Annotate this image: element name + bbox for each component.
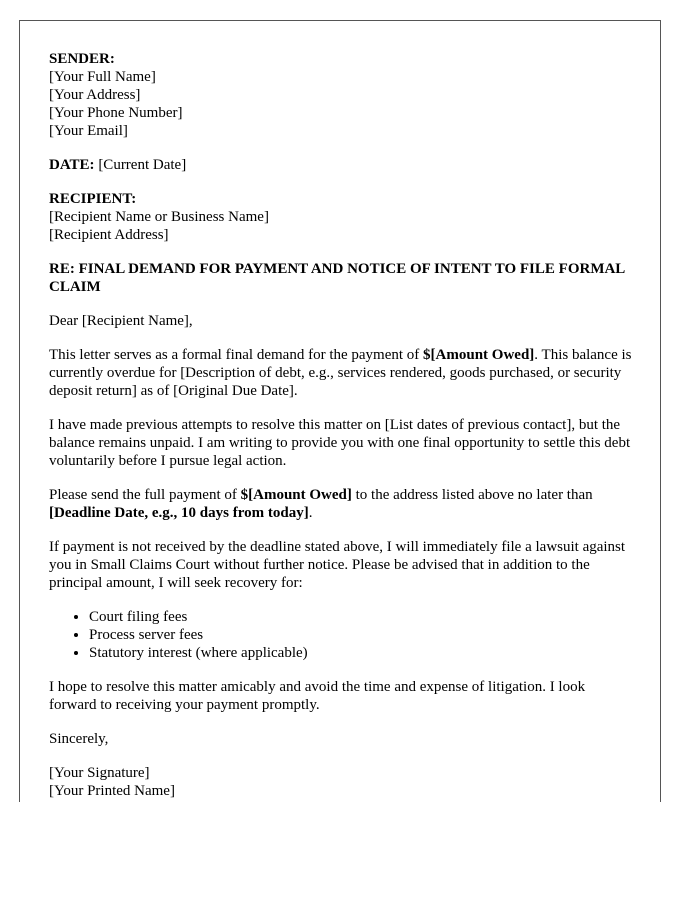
sender-block bbox=[49, 50, 632, 140]
sender-heading: SENDER: bbox=[49, 51, 115, 67]
sender-phone: [Your Phone Number] bbox=[49, 105, 183, 121]
recipient-block bbox=[49, 190, 632, 244]
para1-text-end: . This balance is currently overdue for [Description of debt, e.g., services rendered, goods purchased, or security deposit return] as of [Original Due Date]. bbox=[49, 347, 632, 399]
recipient-name: [Recipient Name or Business Name] bbox=[49, 209, 269, 225]
paragraph-previous-attempts bbox=[49, 416, 632, 470]
salutation-text: Dear [Recipient Name], bbox=[49, 313, 193, 329]
fees-list bbox=[49, 608, 632, 662]
signature-block bbox=[49, 764, 632, 800]
para4-text: If payment is not received by the deadline stated above, I will immediately file a lawsuit against you in Small Claims Court without further notice. Please be advised that in addition to the principal amount, I will seek recovery for: bbox=[49, 539, 626, 591]
list-item: • Process server fees bbox=[89, 626, 632, 644]
recipient-heading: RECIPIENT: bbox=[49, 191, 137, 207]
closing bbox=[49, 730, 632, 748]
para2-text: I have made previous attempts to resolve this matter on [List dates of previous contact], but the balance remains unpaid. I am writing to provide you with one final opportunity to settle this debt voluntarily before I pursue legal action. bbox=[49, 417, 631, 469]
date-value: [Current Date] bbox=[94, 157, 187, 173]
deadline-date: [Deadline Date, e.g., 10 days from today] bbox=[49, 505, 309, 521]
sender-name: [Your Full Name] bbox=[49, 69, 156, 85]
para3-text-start: Please send the full payment of bbox=[49, 487, 241, 503]
paragraph-payment-instructions bbox=[49, 486, 632, 522]
sender-address: [Your Address] bbox=[49, 87, 141, 103]
letter-page bbox=[19, 20, 661, 802]
amount-owed-2: $[Amount Owed] bbox=[240, 487, 352, 503]
closing-text: Sincerely, bbox=[49, 731, 109, 747]
list-item: • Court filing fees bbox=[89, 608, 632, 626]
date-block bbox=[49, 156, 632, 174]
list-item: • Statutory interest (where applicable) bbox=[89, 644, 632, 662]
salutation bbox=[49, 312, 632, 330]
printed-name-line: [Your Printed Name] bbox=[49, 783, 175, 799]
para1-text-start: This letter serves as a formal final demand for the payment of bbox=[49, 347, 424, 363]
subject-line bbox=[49, 260, 632, 296]
date-label: DATE: bbox=[49, 157, 95, 173]
subject-text: RE: FINAL DEMAND FOR PAYMENT AND NOTICE OF INTENT TO FILE FORMAL CLAIM bbox=[49, 261, 625, 295]
paragraph-legal-notice bbox=[49, 538, 632, 592]
para5-text: I hope to resolve this matter amicably and avoid the time and expense of litigation. I look forward to receiving your payment promptly. bbox=[49, 679, 586, 713]
para3-text-mid: to the address listed above no later than bbox=[351, 487, 593, 503]
paragraph-closing-remark bbox=[49, 678, 632, 714]
sender-email: [Your Email] bbox=[49, 123, 128, 139]
para3-text-end: . bbox=[308, 505, 313, 521]
recipient-address: [Recipient Address] bbox=[49, 227, 169, 243]
signature-line: [Your Signature] bbox=[49, 765, 150, 781]
amount-owed: $[Amount Owed] bbox=[423, 347, 535, 363]
paragraph-demand bbox=[49, 346, 632, 400]
